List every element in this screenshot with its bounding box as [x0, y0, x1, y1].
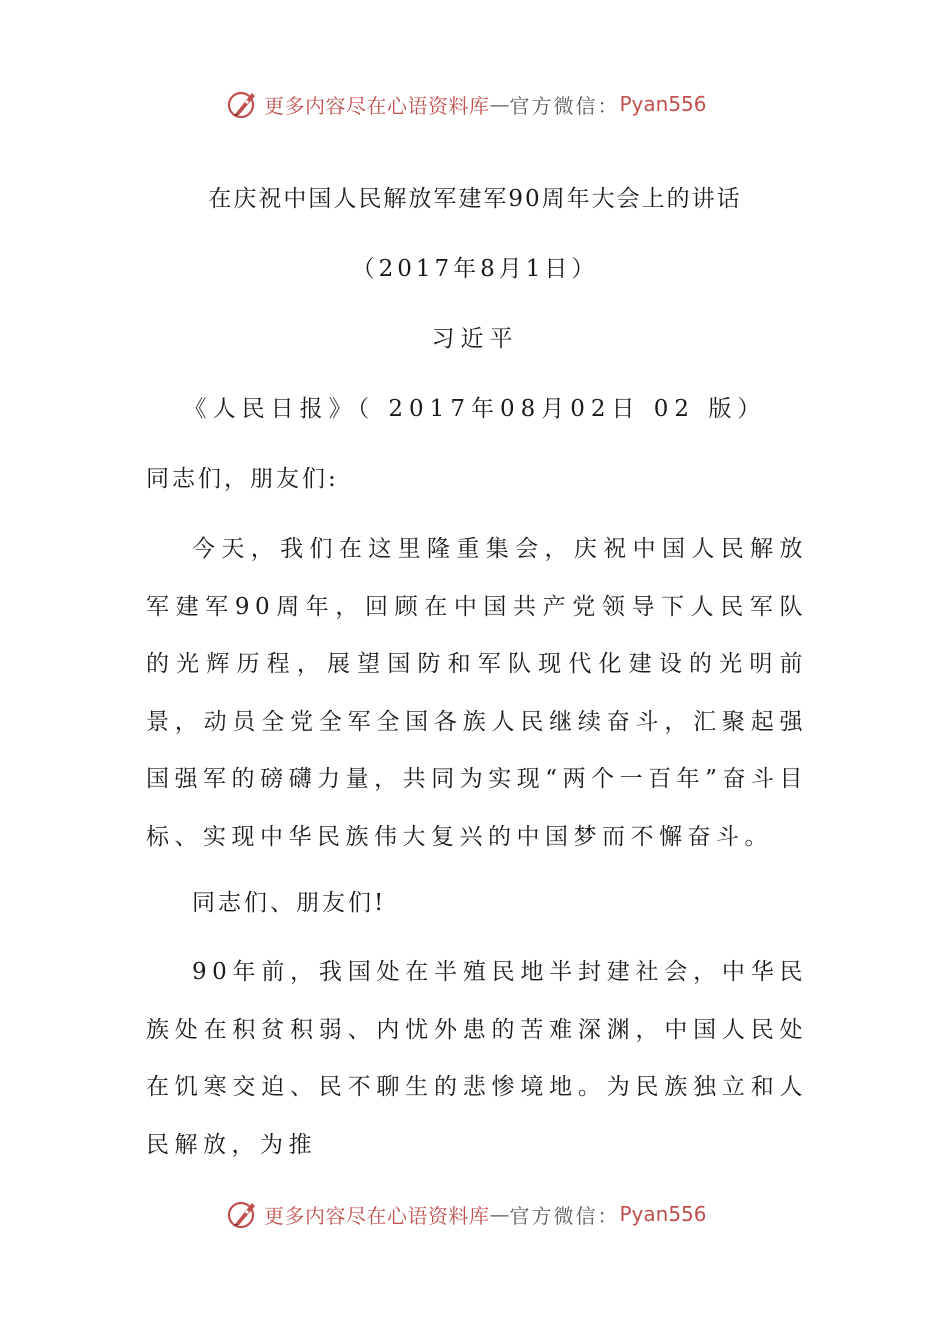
- banner-wechat-id: Pyan556: [619, 1202, 707, 1226]
- document-source: 《人民日报》（ 2017年08月02日 02 版）: [183, 396, 767, 422]
- banner-wechat-label: 官方微信：: [509, 93, 620, 118]
- banner-dash: —: [489, 1202, 510, 1226]
- banner-text: 更多内容尽在心语资料库: [264, 1203, 490, 1228]
- banner-wechat-id: Pyan556: [619, 92, 707, 116]
- paragraph-2: 同志们、朋友们!: [192, 890, 387, 916]
- header-banner: [226, 86, 707, 122]
- footer-banner: [226, 1196, 707, 1232]
- document-date: （2017年8月1日）: [351, 256, 599, 282]
- document-title: 在庆祝中国人民解放军建军90周年大会上的讲话: [208, 186, 742, 212]
- document-author: 习近平: [431, 326, 519, 352]
- pen-logo-icon: [226, 87, 260, 121]
- banner-dash: —: [489, 92, 510, 116]
- pen-logo-icon: [226, 1197, 260, 1231]
- paragraph-3: 90年前，我国处在半殖民地半封建社会，中华民族处在积贫积弱、内忧外患的苦难深渊，中国人民处在饥寒交迫、民不聊生的悲惨境地。为民族独立和人民解放，为推: [146, 959, 808, 1158]
- banner-text: 更多内容尽在心语资料库: [264, 93, 490, 118]
- paragraph-1: 今天，我们在这里隆重集会，庆祝中国人民解放军建军90周年，回顾在中国共产党领导下人民军队的光辉历程，展望国防和军队现代化建设的光明前景，动员全党全军全国各族人民继续奋斗，汇聚起强国强军的磅礴力量，共同为实现“两个一百年”奋斗目标、实现中华民族伟大复兴的中国梦而不懈奋斗。: [146, 536, 808, 850]
- greeting: 同志们，朋友们:: [146, 466, 339, 492]
- banner-wechat-label: 官方微信：: [509, 1203, 620, 1228]
